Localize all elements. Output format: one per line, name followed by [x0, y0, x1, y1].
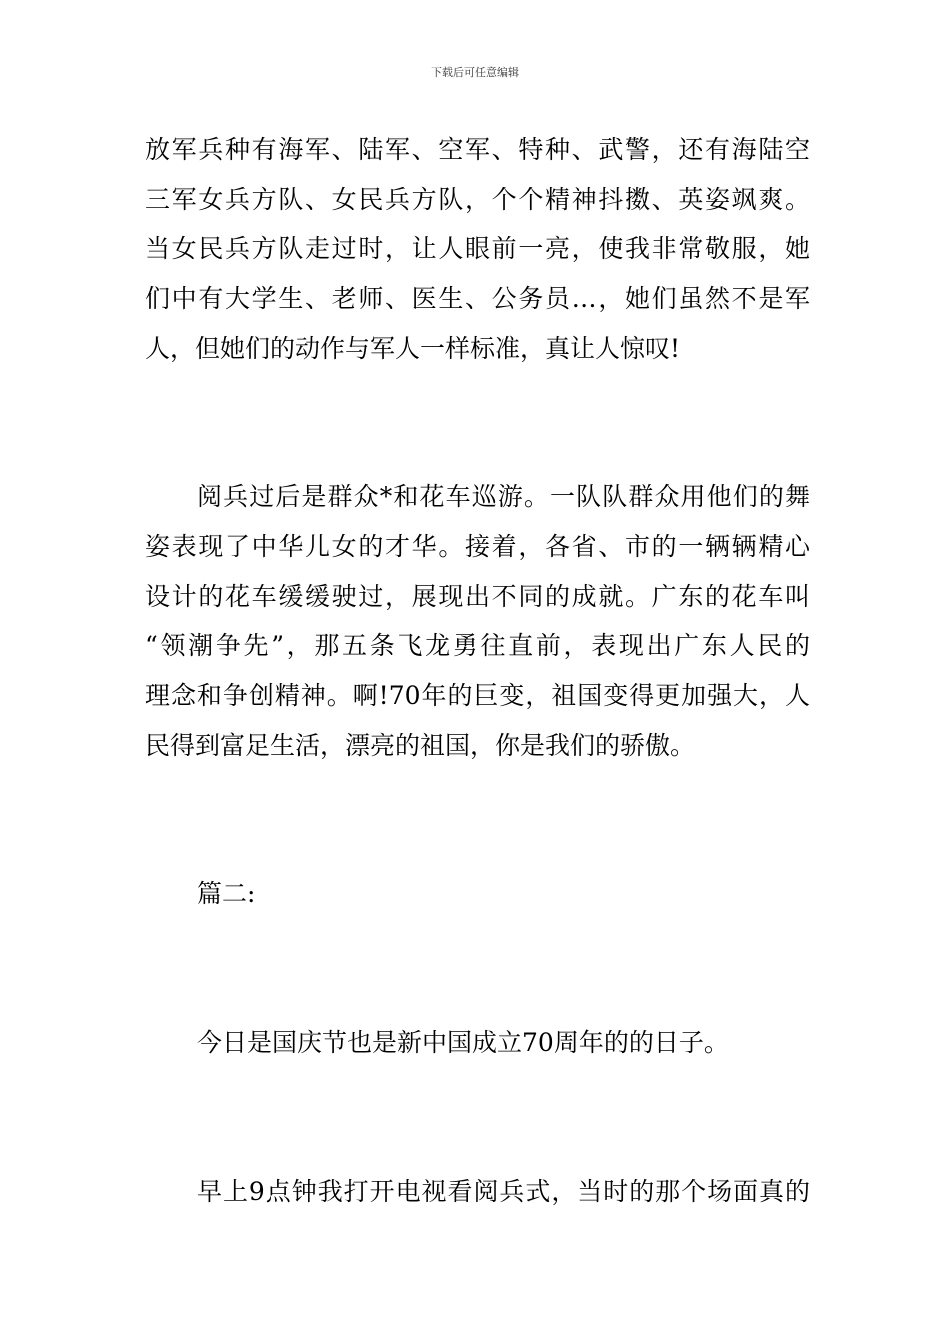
- page-header: 下载后可任意编辑: [431, 66, 519, 79]
- text-line: 姿表现了中华儿女的才华。接着，各省、市的一辆辆精心: [145, 532, 810, 561]
- text-line: 阅兵过后是群众*和花车巡游。一队队群众用他们的舞: [197, 482, 810, 511]
- section-heading: 篇二:: [197, 879, 256, 908]
- text-line: 三军女兵方队、女民兵方队，个个精神抖擞、英姿飒爽。: [145, 185, 810, 214]
- text-line: 设计的花车缓缓驶过，展现出不同的成就。广东的花车叫: [145, 582, 810, 611]
- text-line: 人，但她们的动作与军人一样标准，真让人惊叹!: [145, 334, 681, 363]
- text-line: 当女民兵方队走过时，让人眼前一亮，使我非常敬服，她: [145, 234, 810, 263]
- text-line: 们中有大学生、老师、医生、公务员…，她们虽然不是军: [145, 284, 810, 313]
- paragraph-national-day: 今日是国庆节也是新中国成立70周年的的日子。: [197, 1028, 729, 1057]
- text-line: 民得到富足生活，漂亮的祖国，你是我们的骄傲。: [145, 731, 696, 760]
- text-line: 放军兵种有海军、陆军、空军、特种、武警，还有海陆空: [145, 135, 810, 164]
- text-line: 理念和争创精神。啊!70年的巨变，祖国变得更加强大，人: [145, 681, 810, 710]
- paragraph-morning-tv: 早上9点钟我打开电视看阅兵式，当时的那个场面真的: [197, 1177, 810, 1206]
- text-line: “领潮争先”，那五条飞龙勇往直前，表现出广东人民的: [145, 631, 810, 660]
